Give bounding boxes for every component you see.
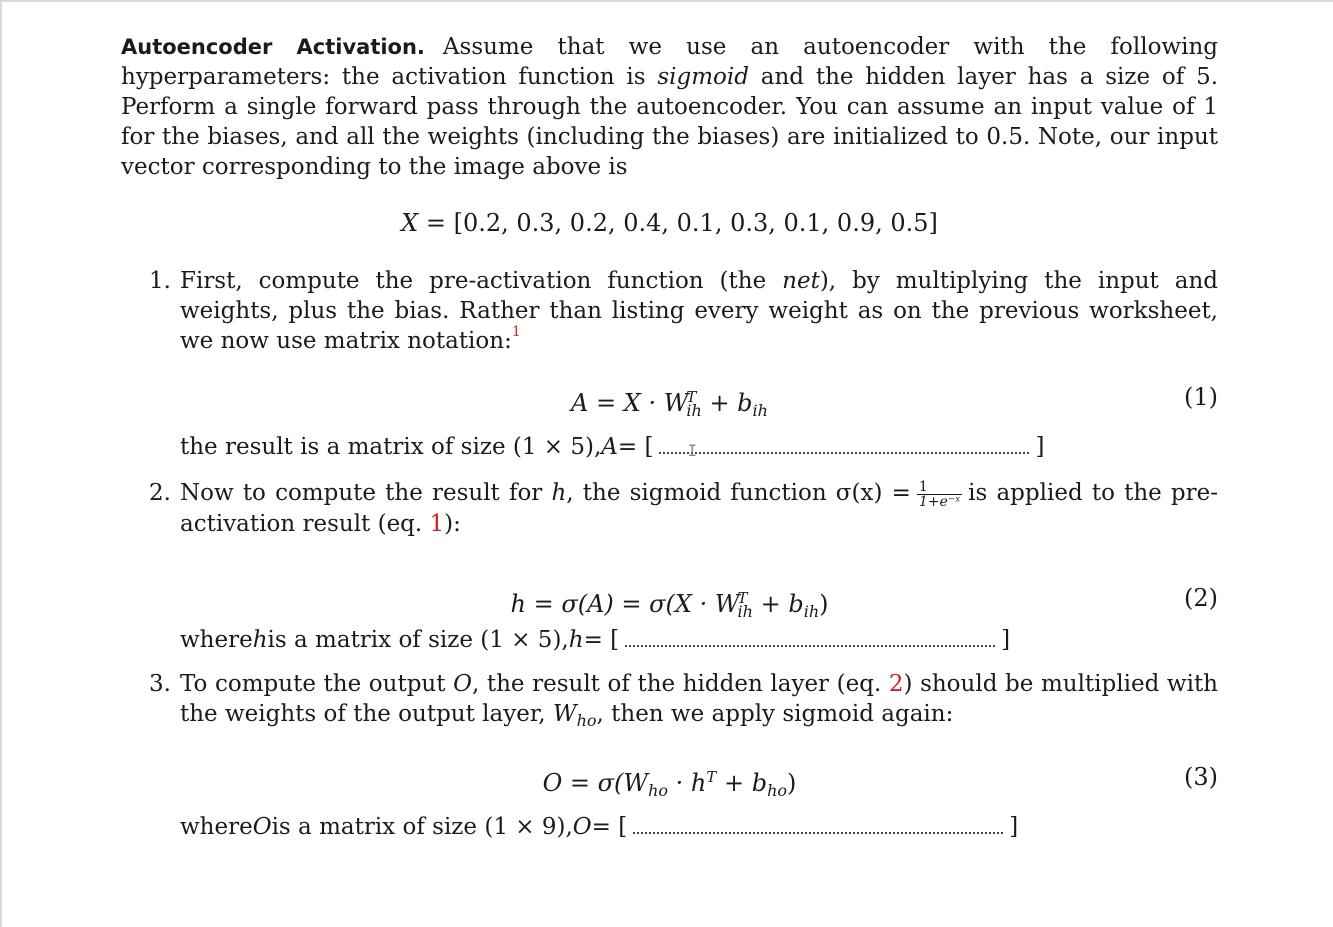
eq1-sub: ih <box>686 401 702 420</box>
answer-h-equals: = [ <box>583 626 620 653</box>
item-3-var: O <box>453 670 472 697</box>
answer-o-var-inline: O <box>252 813 272 840</box>
answer-h-var-inline: h <box>252 626 268 653</box>
sigmoid-fraction <box>917 480 962 509</box>
eq3-rhs-sub: ho <box>767 780 788 800</box>
eq2-tail: ) <box>819 589 829 618</box>
item-2-text-4: ): <box>444 510 461 537</box>
input-vector-equals: = <box>418 209 454 237</box>
equation-1 <box>121 380 1218 420</box>
item-1-text-2: ), by multiplying the input and weights, plus the bias. Rather than listing every weight as on the previous worksheet, we now use matrix notation: <box>180 268 1218 354</box>
item-3-var2: W <box>552 700 577 727</box>
eq2-sup: T <box>737 588 748 607</box>
answer-o-equals: = [ <box>591 813 628 840</box>
item-3-text-1: To compute the output <box>180 670 454 697</box>
eq1-sup: T <box>686 388 697 406</box>
item-1-text-1: First, compute the pre-activation function (the <box>180 268 783 294</box>
eq1-rhs-sub: ih <box>752 401 768 420</box>
eq1-lhs: A = X · W <box>571 389 689 417</box>
eq2-sub: ih <box>737 601 753 621</box>
item-2-var: h <box>551 480 567 506</box>
intro-emphasis: sigmoid <box>657 64 749 90</box>
item-3-text-3: ) should be multiplied with the weights of the output layer, <box>180 670 1218 727</box>
list-item <box>121 266 1218 356</box>
eq3-lhs: O = σ(W <box>542 768 649 797</box>
viewer-top-border <box>0 0 1333 2</box>
input-vector-equation <box>121 206 1218 240</box>
answer-h-var: h <box>568 626 584 653</box>
answer-row-o <box>121 812 1218 842</box>
fraction-denominator: 1+e⁻ˣ <box>918 493 961 510</box>
item-1-text <box>180 266 1218 356</box>
eq2-rhs: + b <box>752 589 804 618</box>
item-3-var2-sub: ho <box>576 710 597 730</box>
equation-ref-2[interactable]: 2 <box>888 670 904 697</box>
eq1-rhs: + b <box>701 389 753 417</box>
eq3-tail: ) <box>787 768 797 797</box>
eq3-mid: · h <box>668 768 707 797</box>
eq2-rhs-sub: ih <box>803 601 820 621</box>
item-2-text-1: Now to compute the result for <box>180 480 552 506</box>
input-vector-value: [0.2, 0.3, 0.2, 0.4, 0.1, 0.3, 0.1, 0.9, 0.5] <box>453 209 938 237</box>
intro-text-1: Assume that we use an autoencoder with the following hyperparameters: the activation function is <box>121 34 1218 90</box>
answer-o-mid: is a matrix of size (1 × 9), <box>271 813 573 840</box>
item-3-text-4: , then we apply sigmoid again: <box>596 700 954 727</box>
answer-a-equals: = [ <box>617 434 654 460</box>
answer-row-a <box>121 432 1218 462</box>
list-item-number: 2. <box>149 480 171 506</box>
eq3-sup: T <box>706 767 717 786</box>
answer-row-h <box>121 625 1218 655</box>
intro-paragraph <box>121 32 1218 182</box>
equation-2 <box>121 581 1218 621</box>
eq2-lhs: h = σ(A) = σ(X · W <box>510 589 740 618</box>
answer-a-close: ] <box>1035 434 1045 460</box>
fraction-numerator: 1 <box>917 480 962 495</box>
item-1-emphasis: net <box>782 268 820 294</box>
footnote-link[interactable]: 1 <box>511 324 521 340</box>
item-2-text-3: is applied to the pre-activation result (eq. <box>180 480 1219 537</box>
item-3-text <box>180 669 1218 736</box>
answer-a-blank[interactable]: I <box>659 432 1029 454</box>
list-item-number: 1. <box>149 268 171 294</box>
equation-number-2: (2) <box>1184 583 1218 612</box>
intro-text-2: and the hidden layer has a size of 5. Perform a single forward pass through the autoencoder. You can assume an input value of 1 for the biases, and all the weights (including the biases) are initialized to 0.5. Note, our input vector corresponding to the image above is <box>121 64 1219 180</box>
eq3-rhs: + b <box>716 768 768 797</box>
viewer-left-border <box>0 0 2 927</box>
answer-h-prefix: where <box>180 626 253 653</box>
answer-h-close: ] <box>1001 626 1011 653</box>
answer-o-close: ] <box>1009 813 1019 840</box>
list-item-number: 3. <box>149 670 171 697</box>
answer-o-blank[interactable] <box>633 812 1003 834</box>
item-2-text <box>180 478 1218 539</box>
eq3-sub: ho <box>648 780 668 800</box>
section-heading: Autoencoder Activation. <box>121 35 425 59</box>
equation-number-1: (1) <box>1184 383 1218 411</box>
answer-o-var: O <box>572 813 592 840</box>
answer-h-mid: is a matrix of size (1 × 5), <box>267 626 569 653</box>
answer-o-prefix: where <box>180 813 253 840</box>
equation-ref-1[interactable]: 1 <box>429 510 445 537</box>
item-3-text-2: , the result of the hidden layer (eq. <box>471 670 889 697</box>
answer-a-prefix: the result is a matrix of size (1 × 5), <box>180 434 602 460</box>
equation-number-3: (3) <box>1184 762 1218 791</box>
input-vector-label: X <box>401 209 419 237</box>
list-item <box>121 478 1218 539</box>
answer-a-var: A <box>601 434 618 460</box>
document-page <box>121 30 1218 842</box>
item-2-text-2: , the sigmoid function σ(x) = <box>566 480 911 506</box>
list-item <box>121 669 1218 736</box>
equation-3 <box>121 760 1218 800</box>
answer-h-blank[interactable] <box>625 625 995 647</box>
